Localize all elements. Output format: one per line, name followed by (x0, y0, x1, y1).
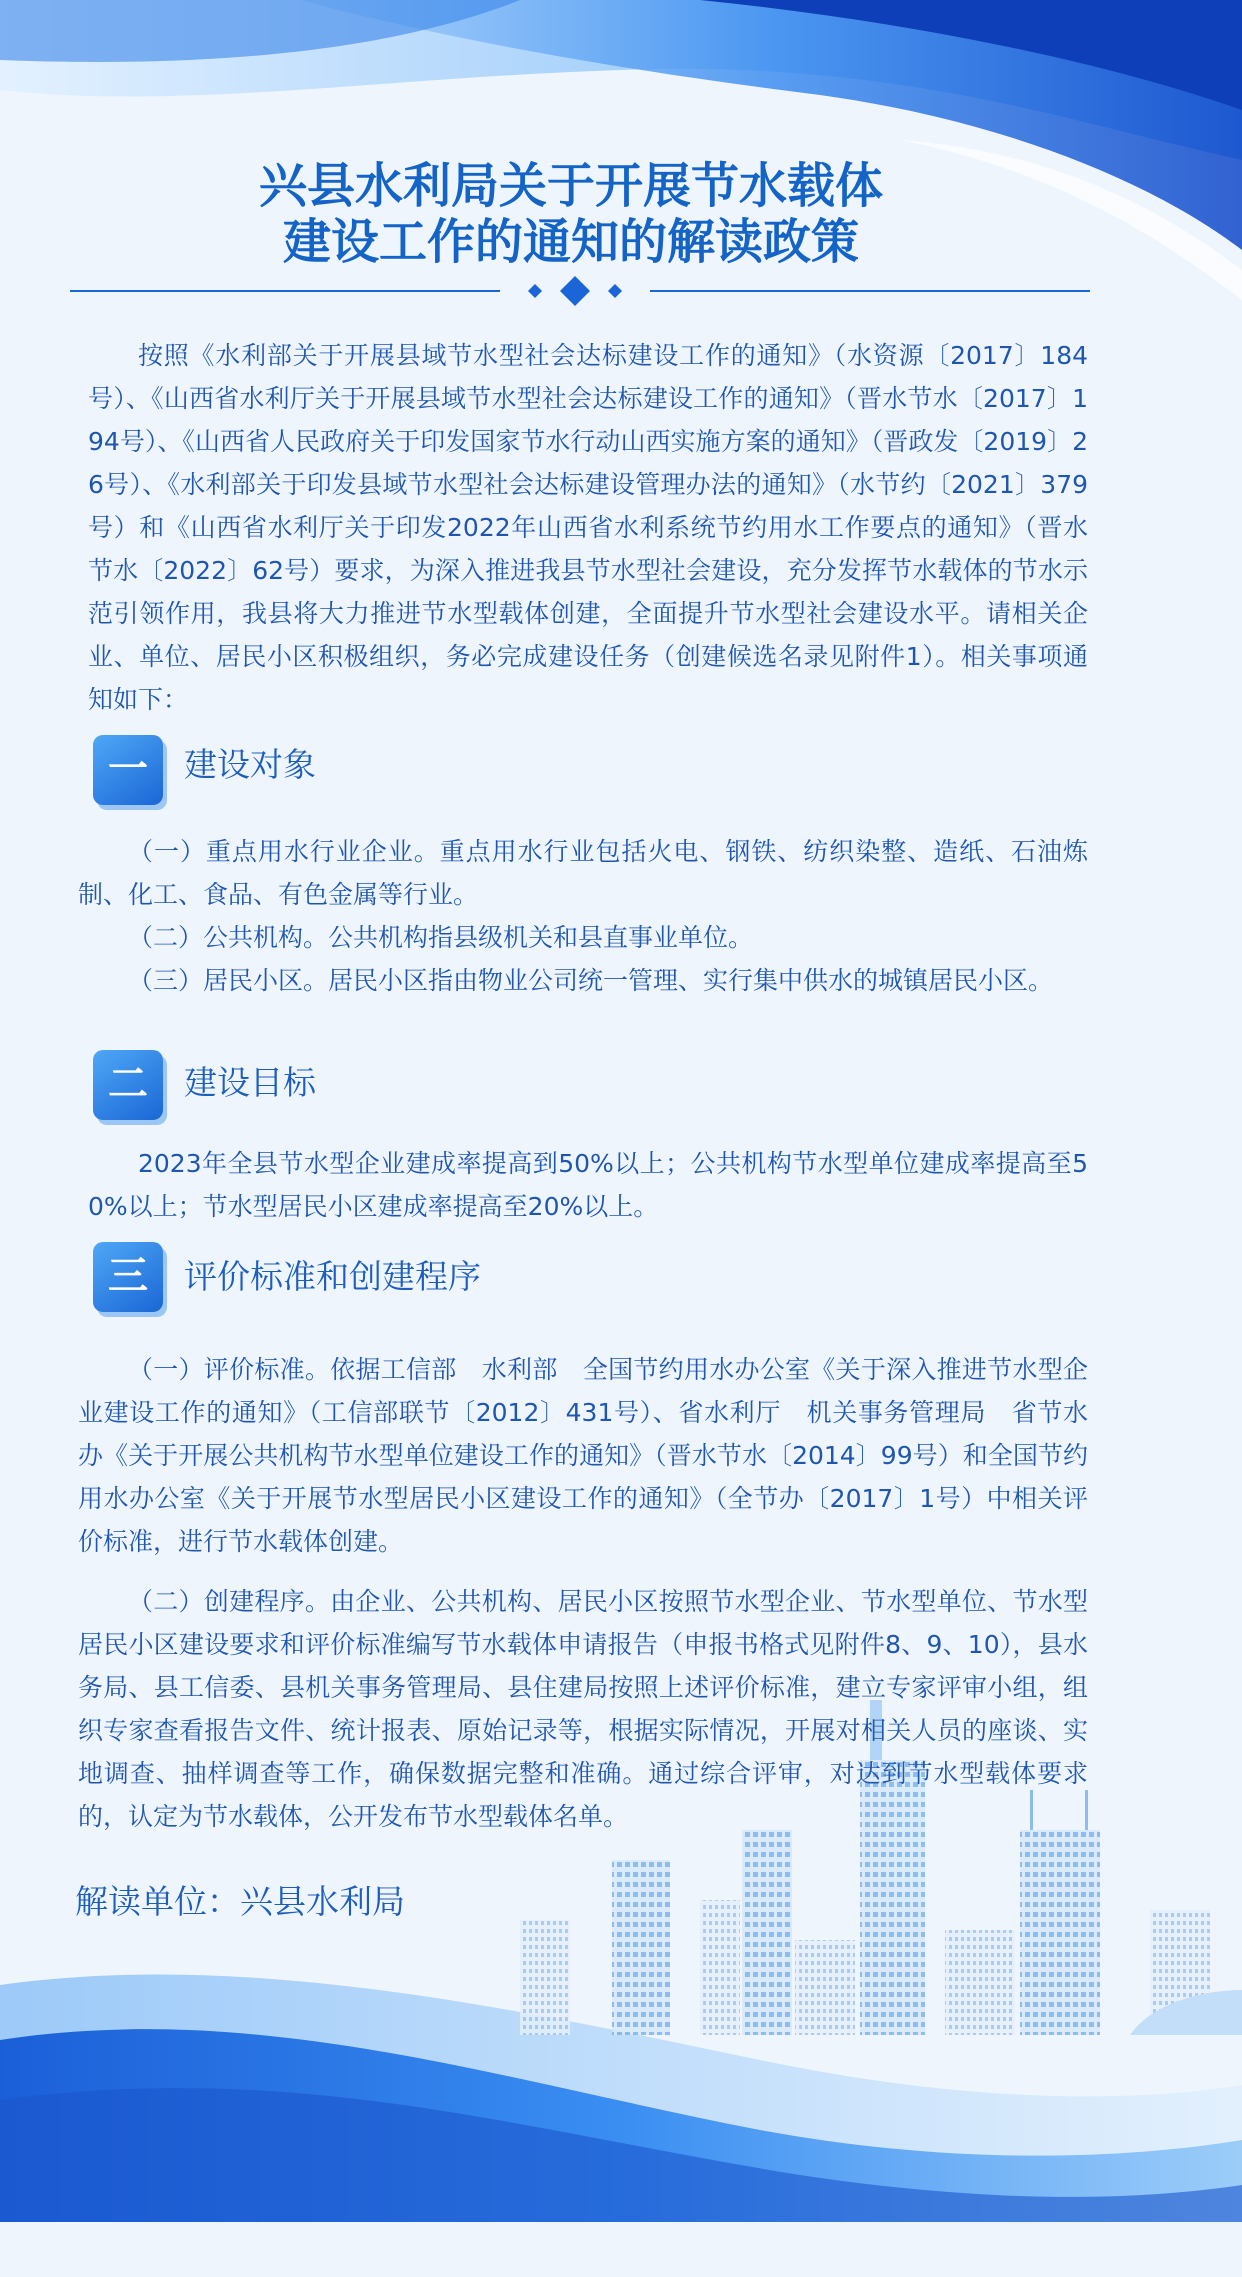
section-3-paragraph-1: （一）评价标准。依据工信部 水利部 全国节约用水办公室《关于深入推进节水型企业建设工作的通知》（工信部联节〔2012〕431号）、省水利厅 机关事务管理局 省节水办《关于开展公共机构节水型单位建设工作的通知》（晋水节水〔2014〕99号）和全国节约用水办公室《关于开展节水型居民小区建设工作的通知》（全节办〔2017〕1号）中相关评价标准，进行节水载体创建。 (78, 1355, 1088, 1556)
section-3-title: 评价标准和创建程序 (184, 1257, 481, 1296)
section-1-paragraph-2: （二）公共机构。公共机构指县级机关和县直事业单位。 (128, 923, 754, 952)
page-title-line2: 建设工作的通知的解读政策 (282, 214, 859, 270)
section-1-paragraph-3: （三）居民小区。居民小区指由物业公司统一管理、实行集中供水的城镇居民小区。 (128, 966, 1054, 995)
section-1-title: 建设对象 (184, 745, 316, 784)
section-1-number-badge: 一 (93, 735, 163, 805)
section-3-number-badge: 三 (93, 1242, 163, 1312)
intro-paragraph: 按照《水利部关于开展县域节水型社会达标建设工作的通知》（水资源〔2017〕184号）、《山西省水利厅关于开展县域节水型社会达标建设工作的通知》（晋水节水〔2017〕194号）、《山西省人民政府关于印发国家节水行动山西实施方案的通知》（晋政发〔2019〕26号）、《水利部关于印发县域节水型社会达标建设管理办法的通知》（水节约〔2021〕379号）和《山西省水利厅关于印发2022年山西省水利系统节约用水工作要点的通知》（晋水节水〔2022〕62号）要求，为深入推进我县节水型社会建设，充分发挥节水载体的节水示范引领作用，我县将大力推进节水型载体创建，全面提升节水型社会建设水平。请相关企业、单位、居民小区积极组织，务必完成建设任务（创建候选名录见附件1）。相关事项通知如下： (88, 341, 1088, 714)
page-title-line1: 兴县水利局关于开展节水载体 (258, 158, 883, 214)
interpreting-unit-label: 解读单位：兴县水利局 (75, 1882, 405, 1921)
section-2-number-badge: 二 (93, 1050, 163, 1120)
section-3-paragraph-2: （二）创建程序。由企业、公共机构、居民小区按照节水型企业、节水型单位、节水型居民小区建设要求和评价标准编写节水载体申请报告（申报书格式见附件8、9、10），县水务局、县工信委、县机关事务管理局、县住建局按照上述评价标准，建立专家评审小组，组织专家查看报告文件、统计报表、原始记录等，根据实际情况，开展对相关人员的座谈、实地调查、抽样调查等工作，确保数据完整和准确。通过综合评审，对达到节水型载体要求的，认定为节水载体，公开发布节水型载体名单。 (78, 1587, 1088, 1831)
section-2-title: 建设目标 (184, 1063, 316, 1102)
diamond-divider-icon (70, 276, 1090, 306)
section-1-paragraph-1: （一）重点用水行业企业。重点用水行业包括火电、钢铁、纺织染整、造纸、石油炼制、化工、食品、有色金属等行业。 (78, 837, 1088, 909)
section-2-paragraph-1: 2023年全县节水型企业建成率提高到50%以上；公共机构节水型单位建成率提高至50%以上；节水型居民小区建成率提高至20%以上。 (88, 1149, 1088, 1221)
